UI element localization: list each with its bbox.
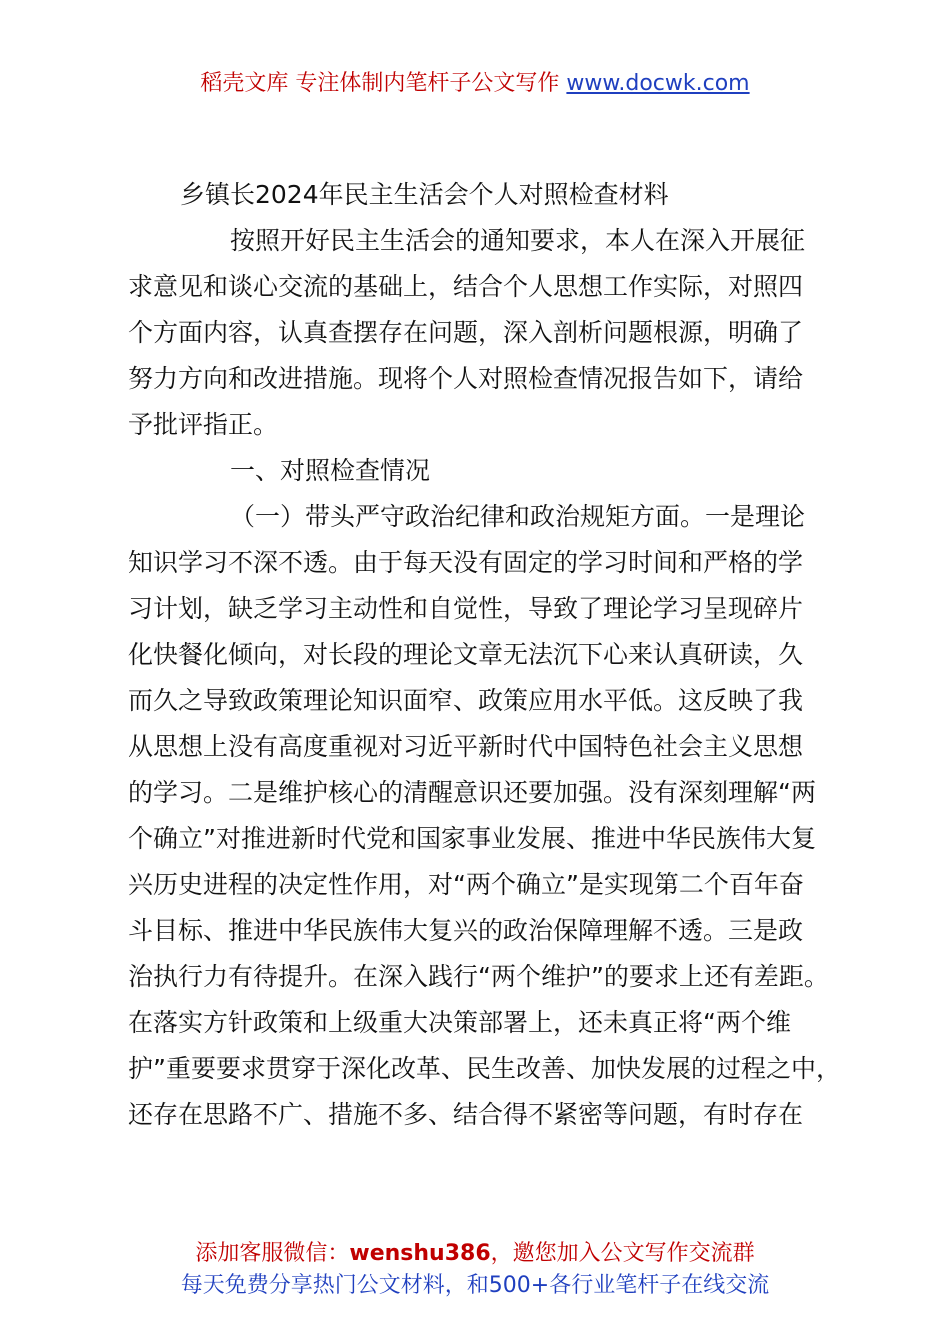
header-brand-text: 稻壳文库 专注体制内笔杆子公文写作 [200, 71, 567, 96]
paragraph-line: 而久之导致政策理论知识面窄、政策应用水平低。这反映了我 [128, 686, 804, 715]
paragraph-line: 予批评指正。 [128, 410, 279, 439]
paragraph-line: 化快餐化倾向，对长段的理论文章无法沉下心来认真研读，久 [128, 640, 804, 669]
paragraph-line: 习计划，缺乏学习主动性和自觉性，导致了理论学习呈现碎片 [128, 594, 804, 623]
footer-contact-suffix: ，邀您加入公文写作交流群 [490, 1241, 755, 1266]
wechat-id: wenshu386 [349, 1241, 491, 1266]
section-heading: 一、对照检查情况 [230, 456, 431, 485]
paragraph-line: 求意见和谈心交流的基础上，结合个人思想工作实际，对照四 [128, 272, 804, 301]
footer-promo-line: 每天免费分享热门公文材料，和500+各行业笔杆子在线交流 [180, 1273, 770, 1298]
paragraph-line: 从思想上没有高度重视对习近平新时代中国特色社会主义思想 [128, 732, 804, 761]
header-banner [0, 68, 950, 100]
footer-contact-line [0, 1238, 950, 1270]
paragraph-line: 的学习。二是维护核心的清醒意识还要加强。没有深刻理解“两 [128, 778, 816, 807]
paragraph-line: 知识学习不深不透。由于每天没有固定的学习时间和严格的学 [128, 548, 804, 577]
paragraph-line: （一）带头严守政治纪律和政治规矩方面。一是理论 [230, 502, 806, 531]
document-body [128, 172, 841, 1138]
paragraph-line: 斗目标、推进中华民族伟大复兴的政治保障理解不透。三是政 [128, 916, 804, 945]
paragraph-line: 个方面内容，认真查摆存在问题，深入剖析问题根源，明确了 [128, 318, 804, 347]
paragraph-line: 按照开好民主生活会的通知要求，本人在深入开展征 [230, 226, 806, 255]
paragraph-line: 个确立”对推进新时代党和国家事业发展、推进中华民族伟大复 [128, 824, 816, 853]
paragraph-line: 治执行力有待提升。在深入践行“两个维护”的要求上还有差距。 [128, 962, 829, 991]
paragraph-line: 在落实方针政策和上级重大决策部署上，还未真正将“两个维 [128, 1008, 791, 1037]
footer-banner [0, 1238, 950, 1302]
footer-contact-prefix: 添加客服微信： [195, 1241, 350, 1266]
paragraph-line: 还存在思路不广、措施不多、结合得不紧密等问题，有时存在 [128, 1100, 804, 1129]
header-url-link[interactable]: www.docwk.com [566, 71, 750, 96]
document-title: 乡镇长2024年民主生活会个人对照检查材料 [180, 180, 669, 209]
paragraph-line: 护”重要要求贯穿于深化改革、民生改善、加快发展的过程之中， [128, 1054, 841, 1083]
paragraph-line: 兴历史进程的决定性作用，对“两个确立”是实现第二个百年奋 [128, 870, 804, 899]
paragraph-line: 努力方向和改进措施。现将个人对照检查情况报告如下，请给 [128, 364, 804, 393]
